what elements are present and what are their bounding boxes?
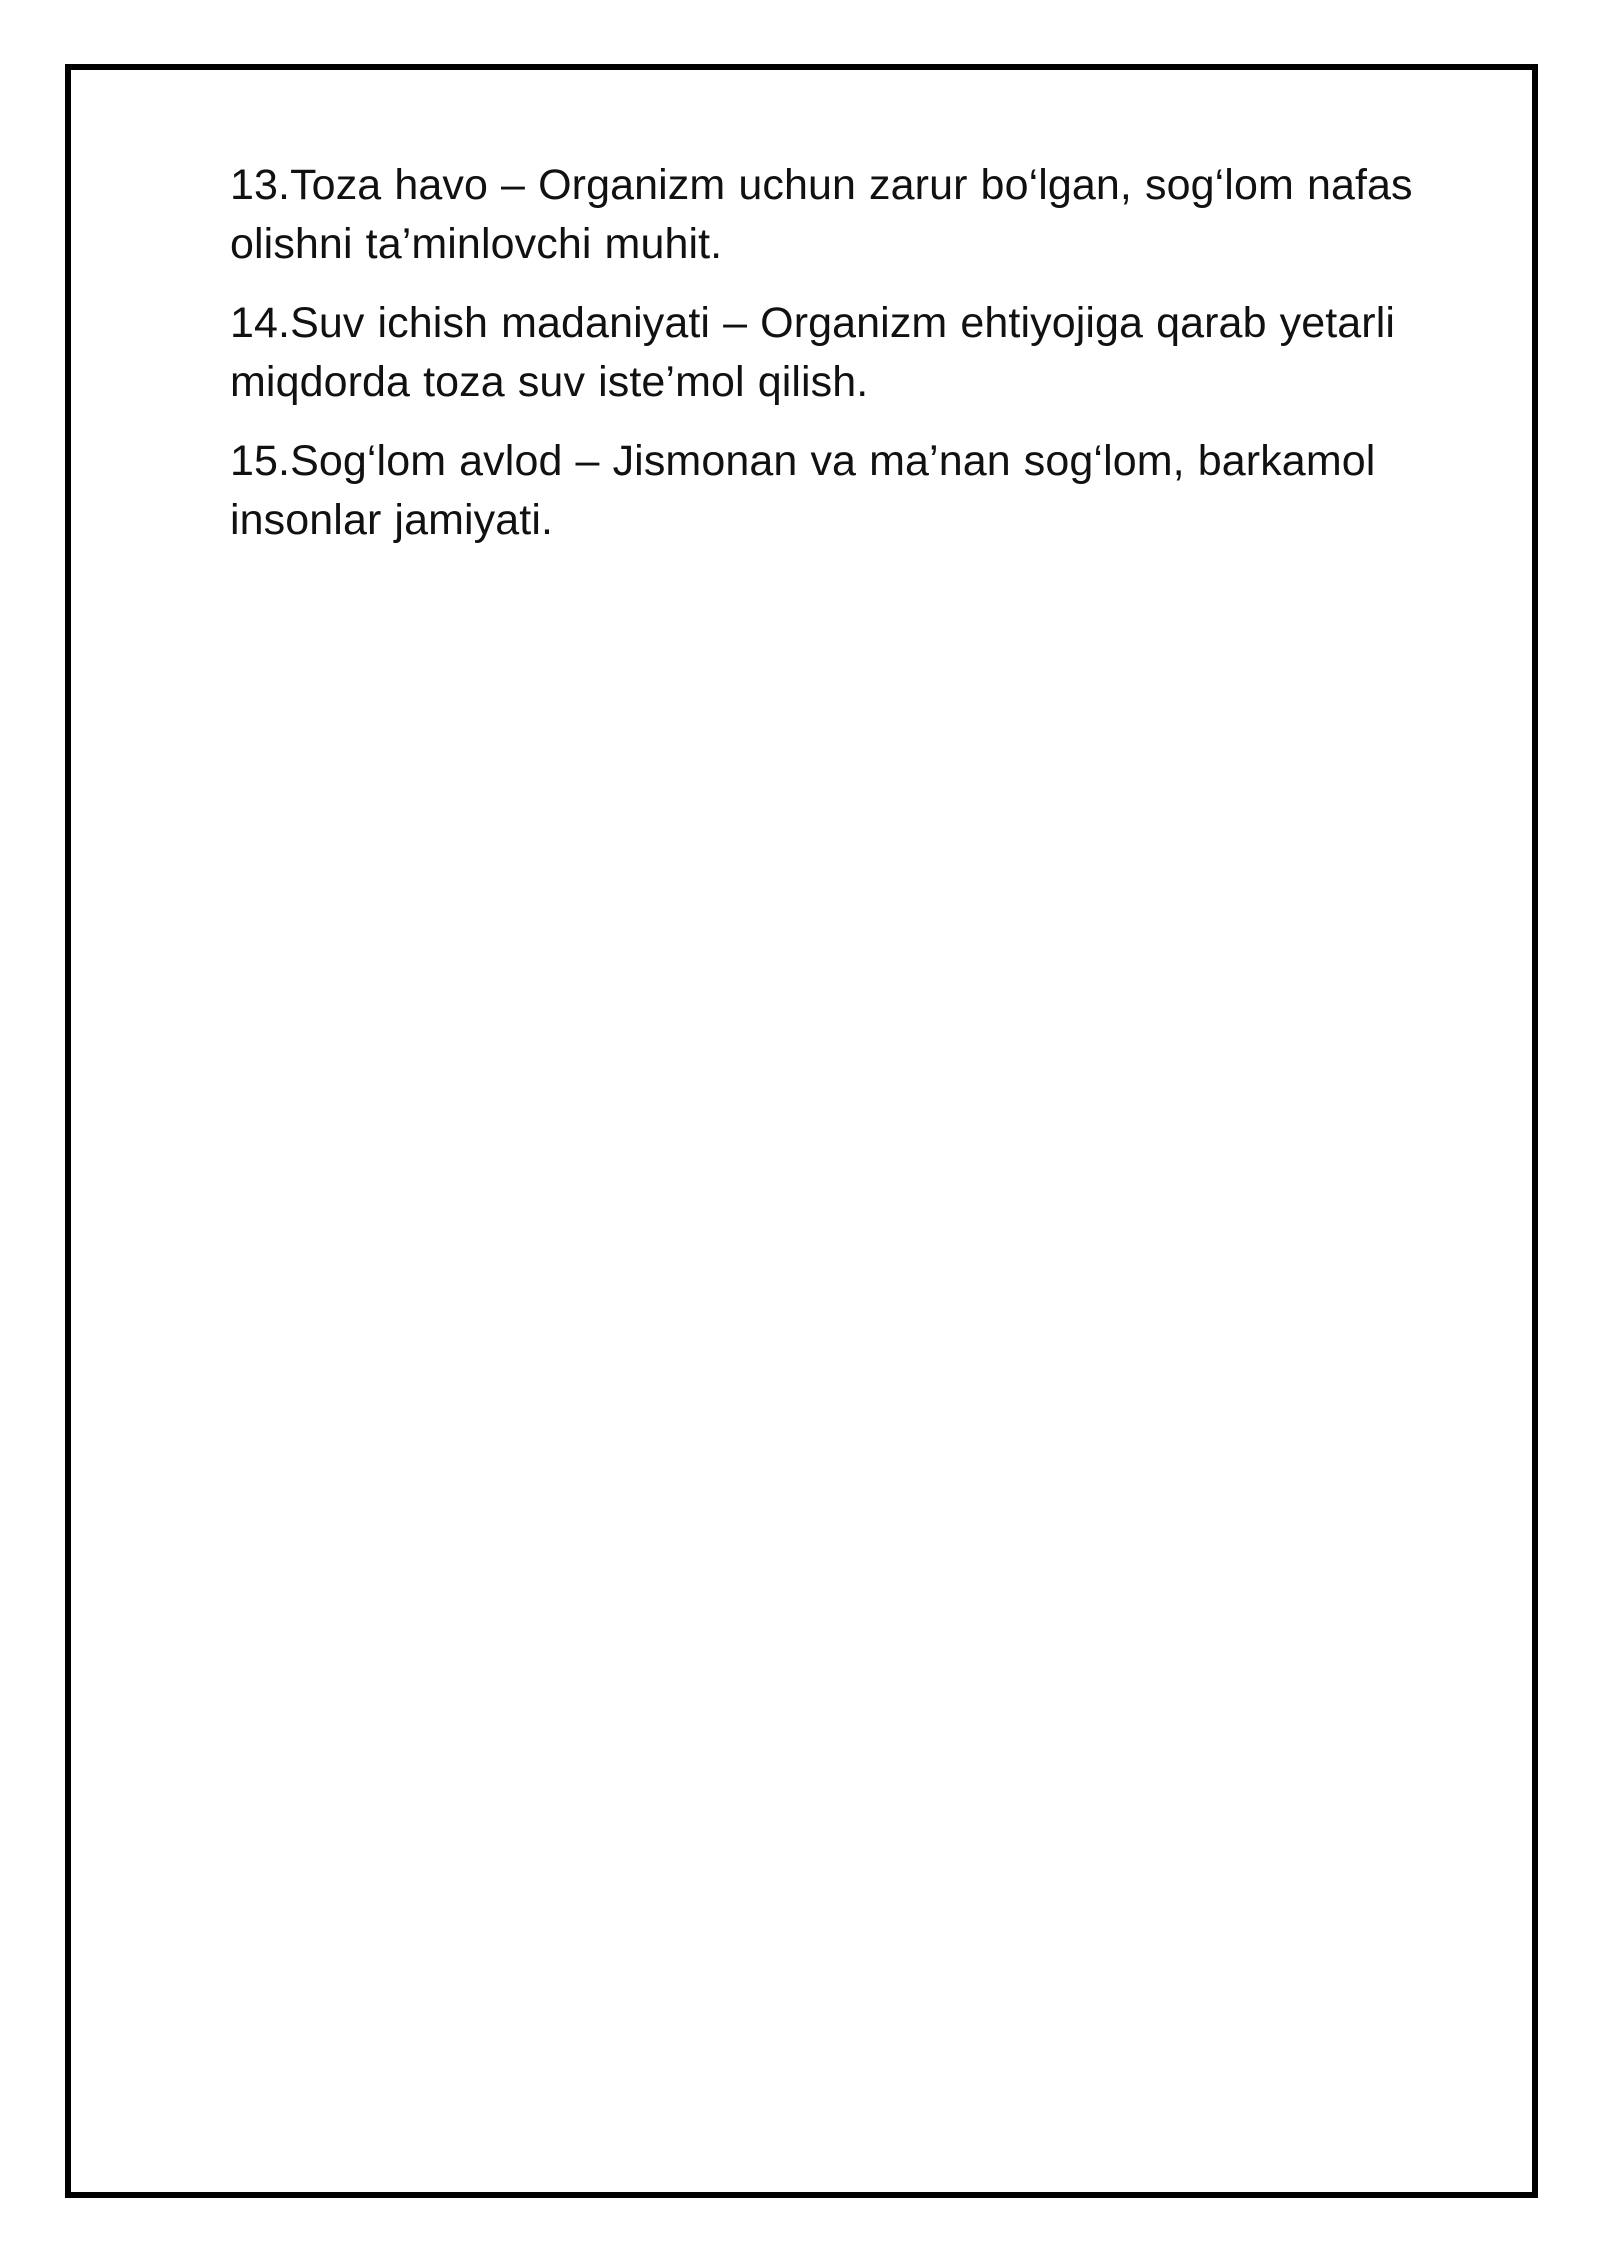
- entry-13: 13.Toza havo – Organizm uchun zarur bo‘lgan, sog‘lom nafas olishni ta’minlovchi muhit.: [230, 161, 1413, 268]
- entry-15: 15.Sog‘lom avlod – Jismonan va ma’nan sog‘lom, barkamol insonlar jamiyati.: [230, 437, 1376, 544]
- document-content: [230, 156, 1450, 570]
- entry-14: 14.Suv ichish madaniyati – Organizm ehtiyojiga qarab yetarli miqdorda toza suv iste’mol qilish.: [230, 299, 1396, 406]
